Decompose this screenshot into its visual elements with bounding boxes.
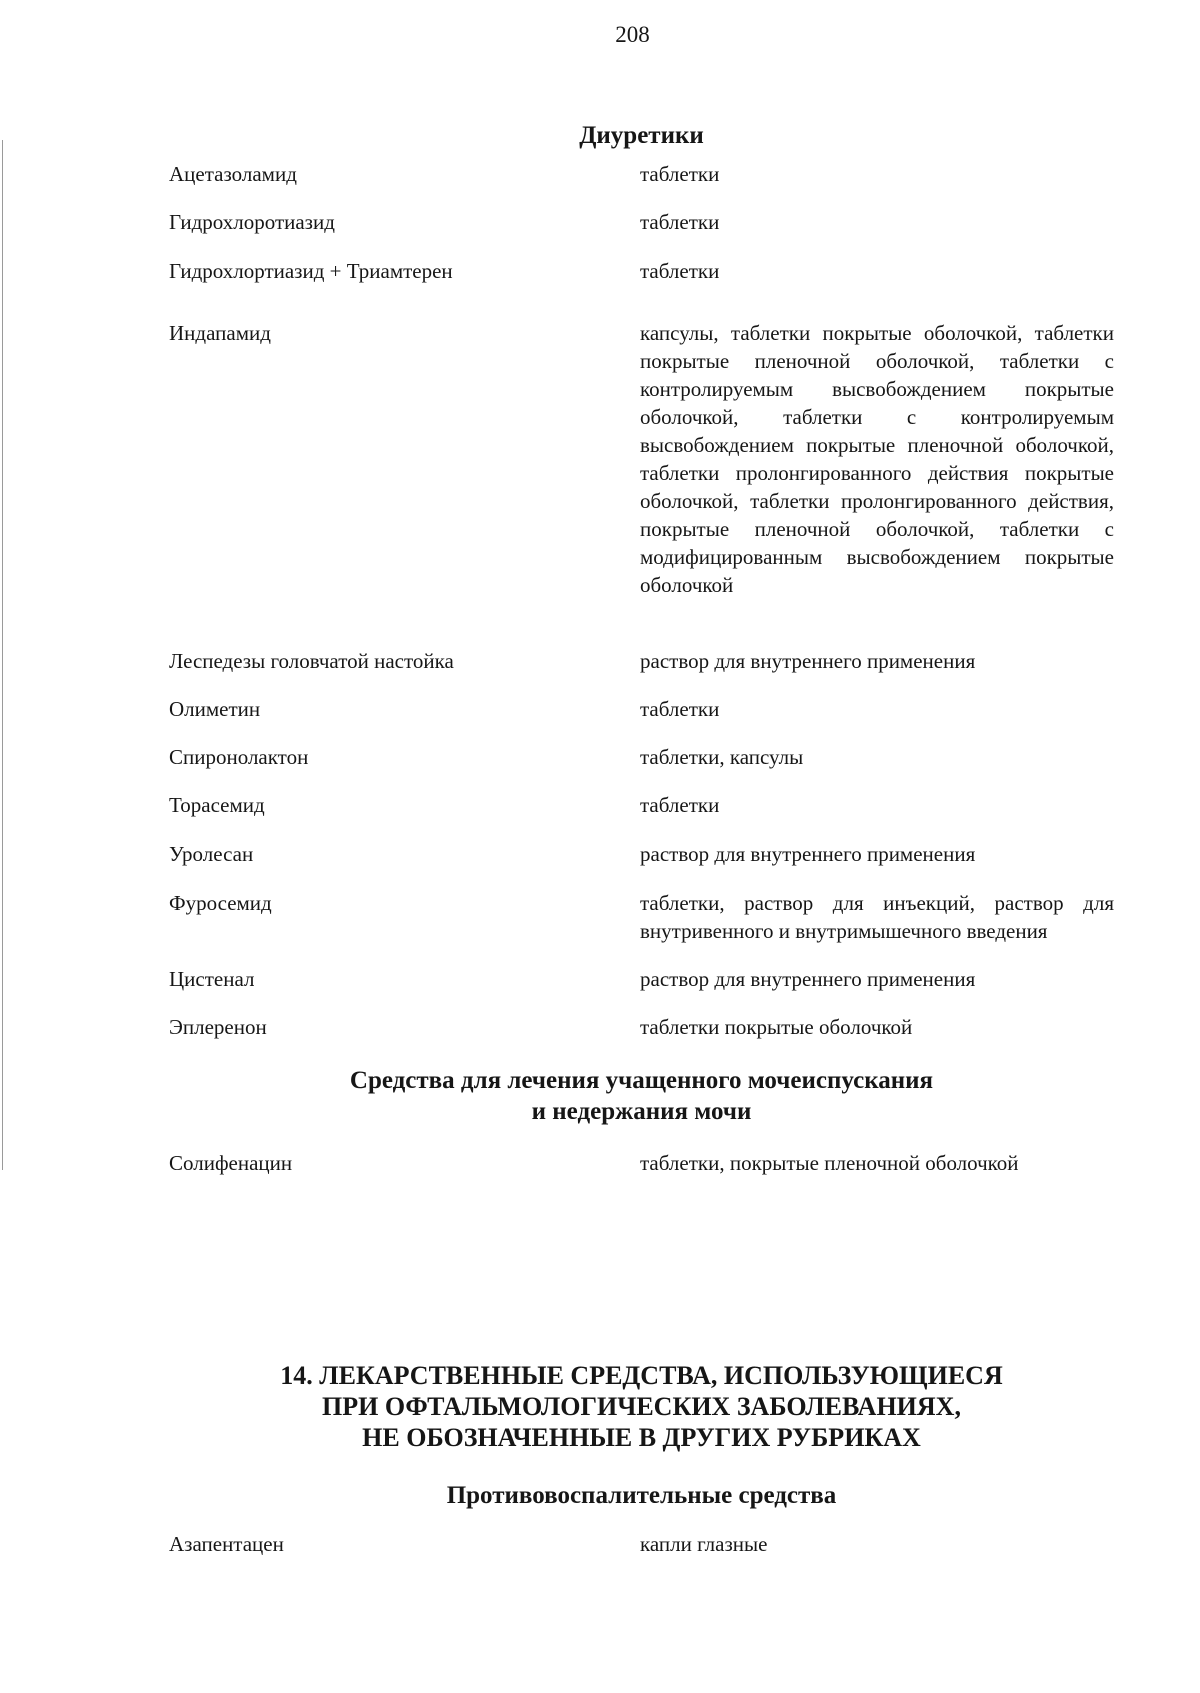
drug-name: Уролесан <box>169 842 254 866</box>
drug-row <box>169 889 1114 945</box>
section-diuretics <box>169 120 1114 151</box>
drug-form: капли глазные <box>640 1532 768 1556</box>
chapter-14-heading <box>169 1360 1114 1453</box>
drug-form: таблетки <box>640 162 720 186</box>
section-title-antiinflammatory: Противовоспалительные средства <box>446 1482 837 1509</box>
drug-form: таблетки, раствор для инъекций, раствор для внутривенного и внутримышечного введения <box>640 891 1114 943</box>
drug-row <box>169 965 1114 993</box>
drug-row <box>169 1530 1114 1558</box>
drug-name: Спиронолактон <box>169 745 309 769</box>
drug-row <box>169 791 1114 819</box>
drug-name: Азапентацен <box>169 1532 284 1556</box>
drug-row <box>169 840 1114 868</box>
drug-row <box>169 160 1114 188</box>
drug-name: Гидрохлортиазид + Триамтерен <box>169 259 453 283</box>
drug-form: таблетки <box>640 259 720 283</box>
drug-row <box>169 695 1114 723</box>
drug-form: таблетки <box>640 793 720 817</box>
section-antiinflammatory <box>169 1480 1114 1511</box>
drug-name: Фуросемид <box>169 891 272 915</box>
section-title-urination-line1: Средства для лечения учащенного мочеиспускания <box>349 1067 934 1094</box>
drug-form: таблетки <box>640 210 720 234</box>
drug-name: Цистенал <box>169 967 255 991</box>
scan-left-edge-rule <box>2 140 3 1170</box>
drug-name: Индапамид <box>169 321 271 345</box>
section-urination <box>169 1065 1114 1127</box>
drug-name: Эплеренон <box>169 1015 267 1039</box>
drug-row <box>169 208 1114 236</box>
page-number: 208 <box>615 22 650 47</box>
drug-form: капсулы, таблетки покрытые оболочкой, таблетки покрытые пленочной оболочкой, таблетки с контролируемым высвобождением покрытые оболочкой, таблетки с контролируемым высвобождением покрытые пленочной оболочкой, таблетки пролонгированного действия покрытые оболочкой, таблетки пролонгированного действия, покрытые пленочной оболочкой, таблетки с модифицированным высвобождением покрытые оболочкой <box>640 321 1114 597</box>
drug-name: Олиметин <box>169 697 261 721</box>
drug-name: Торасемид <box>169 793 265 817</box>
drug-form: таблетки <box>640 697 720 721</box>
chapter-title-line3: НЕ ОБОЗНАЧЕННЫЕ В ДРУГИХ РУБРИКАХ <box>362 1423 921 1452</box>
chapter-title-line1: 14. ЛЕКАРСТВЕННЫЕ СРЕДСТВА, ИСПОЛЬЗУЮЩИЕСЯ <box>280 1361 1003 1390</box>
drug-form: таблетки, капсулы <box>640 745 804 769</box>
drug-form: раствор для внутреннего применения <box>640 842 976 866</box>
drug-form: раствор для внутреннего применения <box>640 967 976 991</box>
drug-form: таблетки, покрытые пленочной оболочкой <box>640 1151 1019 1175</box>
drug-row <box>169 257 1114 285</box>
section-title-diuretics: Диуретики <box>579 122 704 149</box>
drug-name: Солифенацин <box>169 1151 293 1175</box>
drug-row <box>169 1149 1114 1177</box>
drug-name: Гидрохлоротиазид <box>169 210 335 234</box>
drug-row <box>169 1013 1114 1041</box>
drug-form: раствор для внутреннего применения <box>640 649 976 673</box>
drug-name: Ацетазоламид <box>169 162 297 186</box>
drug-name: Леспедезы головчатой настойка <box>169 649 454 673</box>
section-title-urination-line2: и недержания мочи <box>531 1098 752 1125</box>
chapter-title-line2: ПРИ ОФТАЛЬМОЛОГИЧЕСКИХ ЗАБОЛЕВАНИЯХ, <box>322 1392 961 1421</box>
drug-row <box>169 647 1114 675</box>
drug-row <box>169 319 1114 599</box>
drug-row <box>169 743 1114 771</box>
drug-form: таблетки покрытые оболочкой <box>640 1015 913 1039</box>
